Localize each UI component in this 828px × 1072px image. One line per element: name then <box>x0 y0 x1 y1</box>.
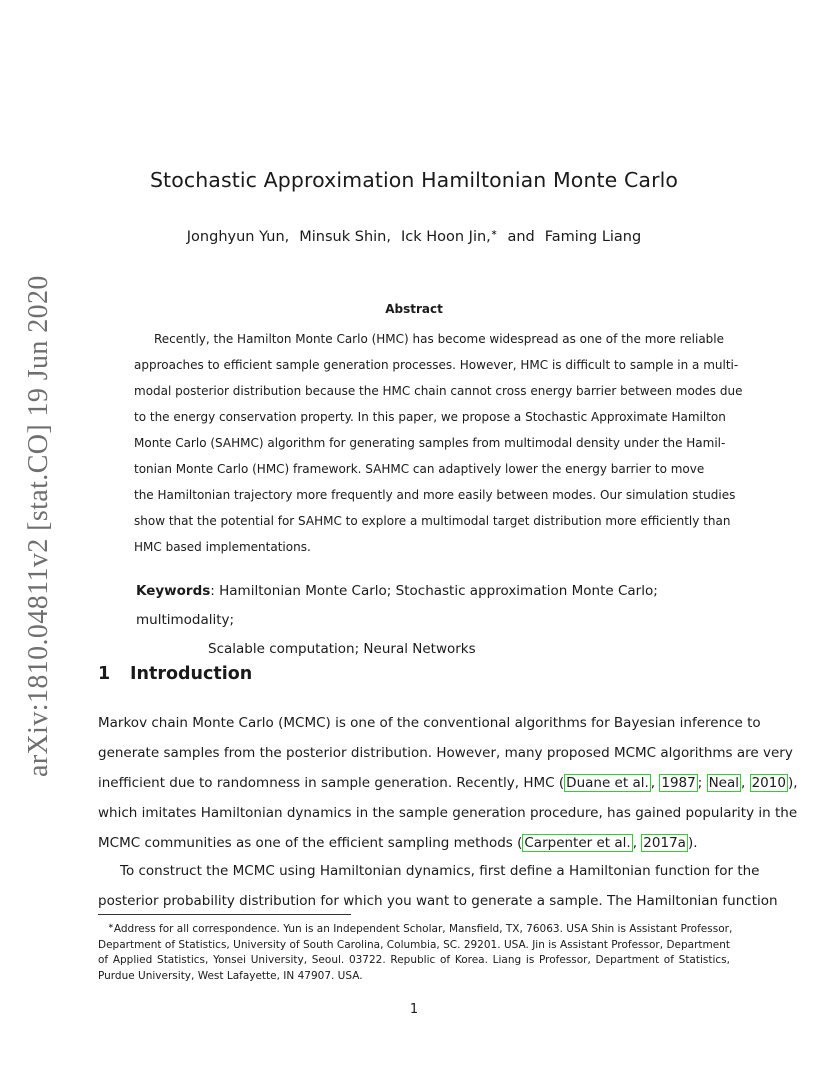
arxiv-identifier-stamp <box>18 275 58 777</box>
citation-link-duane[interactable]: Duane et al. <box>566 775 649 791</box>
keywords-line-1: : Hamiltonian Monte Carlo; Stochastic approximation Monte Carlo; multimodality; <box>136 583 658 628</box>
author-jin: Ick Hoon Jin, <box>400 229 491 245</box>
author-shin: Minsuk Shin, <box>299 229 391 245</box>
body-text-run: ; <box>697 775 707 791</box>
body-line: posterior probability distribution for which you want to generate a sample. The Hamiltonian function <box>98 893 778 909</box>
body-text-run: inefficient due to randomness in sample generation. Recently, HMC ( <box>98 775 565 791</box>
body-line: Markov chain Monte Carlo (MCMC) is one of the conventional algorithms for Bayesian inference to <box>98 715 761 731</box>
abstract-body <box>134 326 743 560</box>
citation-link-2017a[interactable]: 2017a <box>643 835 686 851</box>
footnote <box>98 919 733 984</box>
footnote-line: of Applied Statistics, Yonsei University, Seoul. 03722. Republic of Korea. Liang is Professor, Department of Statistics, <box>98 954 730 966</box>
citation-link-carpenter[interactable]: Carpenter et al. <box>524 835 631 851</box>
paper-title: Stochastic Approximation Hamiltonian Monte Carlo <box>149 168 679 192</box>
intro-paragraph-2 <box>98 856 778 916</box>
abstract-line: show that the potential for SAHMC to explore a multimodal target distribution more efficiently than <box>134 514 731 528</box>
body-text-run: , <box>632 835 642 851</box>
body-text-run: ). <box>687 835 698 851</box>
body-text-run: , <box>741 775 750 791</box>
abstract-line: Recently, the Hamilton Monte Carlo (HMC) has become widespread as one of the more reliable <box>154 332 725 346</box>
keywords-label: Keywords <box>136 583 211 599</box>
abstract-line: to the energy conservation property. In this paper, we propose a Stochastic Approximate Hamilton <box>134 410 726 424</box>
body-line-with-citations <box>98 828 730 858</box>
abstract-line: tonian Monte Carlo (HMC) framework. SAHMC can adaptively lower the energy barrier to move <box>134 462 705 476</box>
footnote-mark: ∗ <box>108 922 114 930</box>
body-text-run: MCMC communities as one of the efficient sampling methods ( <box>98 835 523 851</box>
abstract-line: Monte Carlo (SAHMC) algorithm for generating samples from multimodal density under the Hamil- <box>134 436 726 450</box>
keywords-block <box>136 577 736 664</box>
arxiv-identifier-text: arXiv:1810.04811v2 [stat.CO] 19 Jun 2020 <box>23 275 54 777</box>
abstract-line: modal posterior distribution because the HMC chain cannot cross energy barrier between modes due <box>134 384 743 398</box>
author-list <box>0 228 828 245</box>
section-title: Introduction <box>130 664 253 684</box>
abstract-line: the Hamiltonian trajectory more frequently and more easily between modes. Our simulation studies <box>134 488 736 502</box>
citation-link-neal[interactable]: Neal <box>708 775 739 791</box>
page-number: 1 <box>409 1002 419 1017</box>
author-conjunction: and <box>507 229 535 245</box>
intro-paragraph-1 <box>98 708 798 858</box>
abstract-line: HMC based implementations. <box>134 540 311 554</box>
keywords-line-2: Scalable computation; Neural Networks <box>208 641 476 657</box>
footnote-divider <box>98 914 351 915</box>
citation-link-1987[interactable]: 1987 <box>661 775 696 791</box>
footnote-text-run: Address for all correspondence. Yun is an Independent Scholar, Mansfield, TX, 76063. USA Shin is Assistant Professor, <box>113 923 733 935</box>
body-line: which imitates Hamiltonian dynamics in the sample generation procedure, has gained popularity in the <box>98 805 798 821</box>
body-text-run: ), <box>787 775 798 791</box>
abstract-heading: Abstract <box>385 302 443 316</box>
section-heading-introduction <box>98 664 252 684</box>
section-number: 1 <box>98 664 111 684</box>
footnote-line: Department of Statistics, University of South Carolina, Columbia, SC. 29201. USA. Jin is Assistant Professor, Department <box>98 938 730 951</box>
body-line: generate samples from the posterior distribution. However, many proposed MCMC algorithms are very <box>98 745 793 761</box>
citation-link-2010[interactable]: 2010 <box>751 775 786 791</box>
abstract-line: approaches to efficient sample generation processes. However, HMC is difficult to sample in a multi- <box>134 358 739 372</box>
author-yun: Jonghyun Yun, <box>186 229 290 245</box>
footnote-line: Purdue University, West Lafayette, IN 47907. USA. <box>98 969 363 982</box>
body-text-run: , <box>650 775 660 791</box>
body-line: To construct the MCMC using Hamiltonian dynamics, first define a Hamiltonian function for the <box>120 863 760 879</box>
footnote-line <box>98 919 733 938</box>
body-line-with-citations <box>98 768 798 798</box>
author-liang: Faming Liang <box>544 229 642 245</box>
footnote-marker[interactable]: ∗ <box>490 228 498 237</box>
